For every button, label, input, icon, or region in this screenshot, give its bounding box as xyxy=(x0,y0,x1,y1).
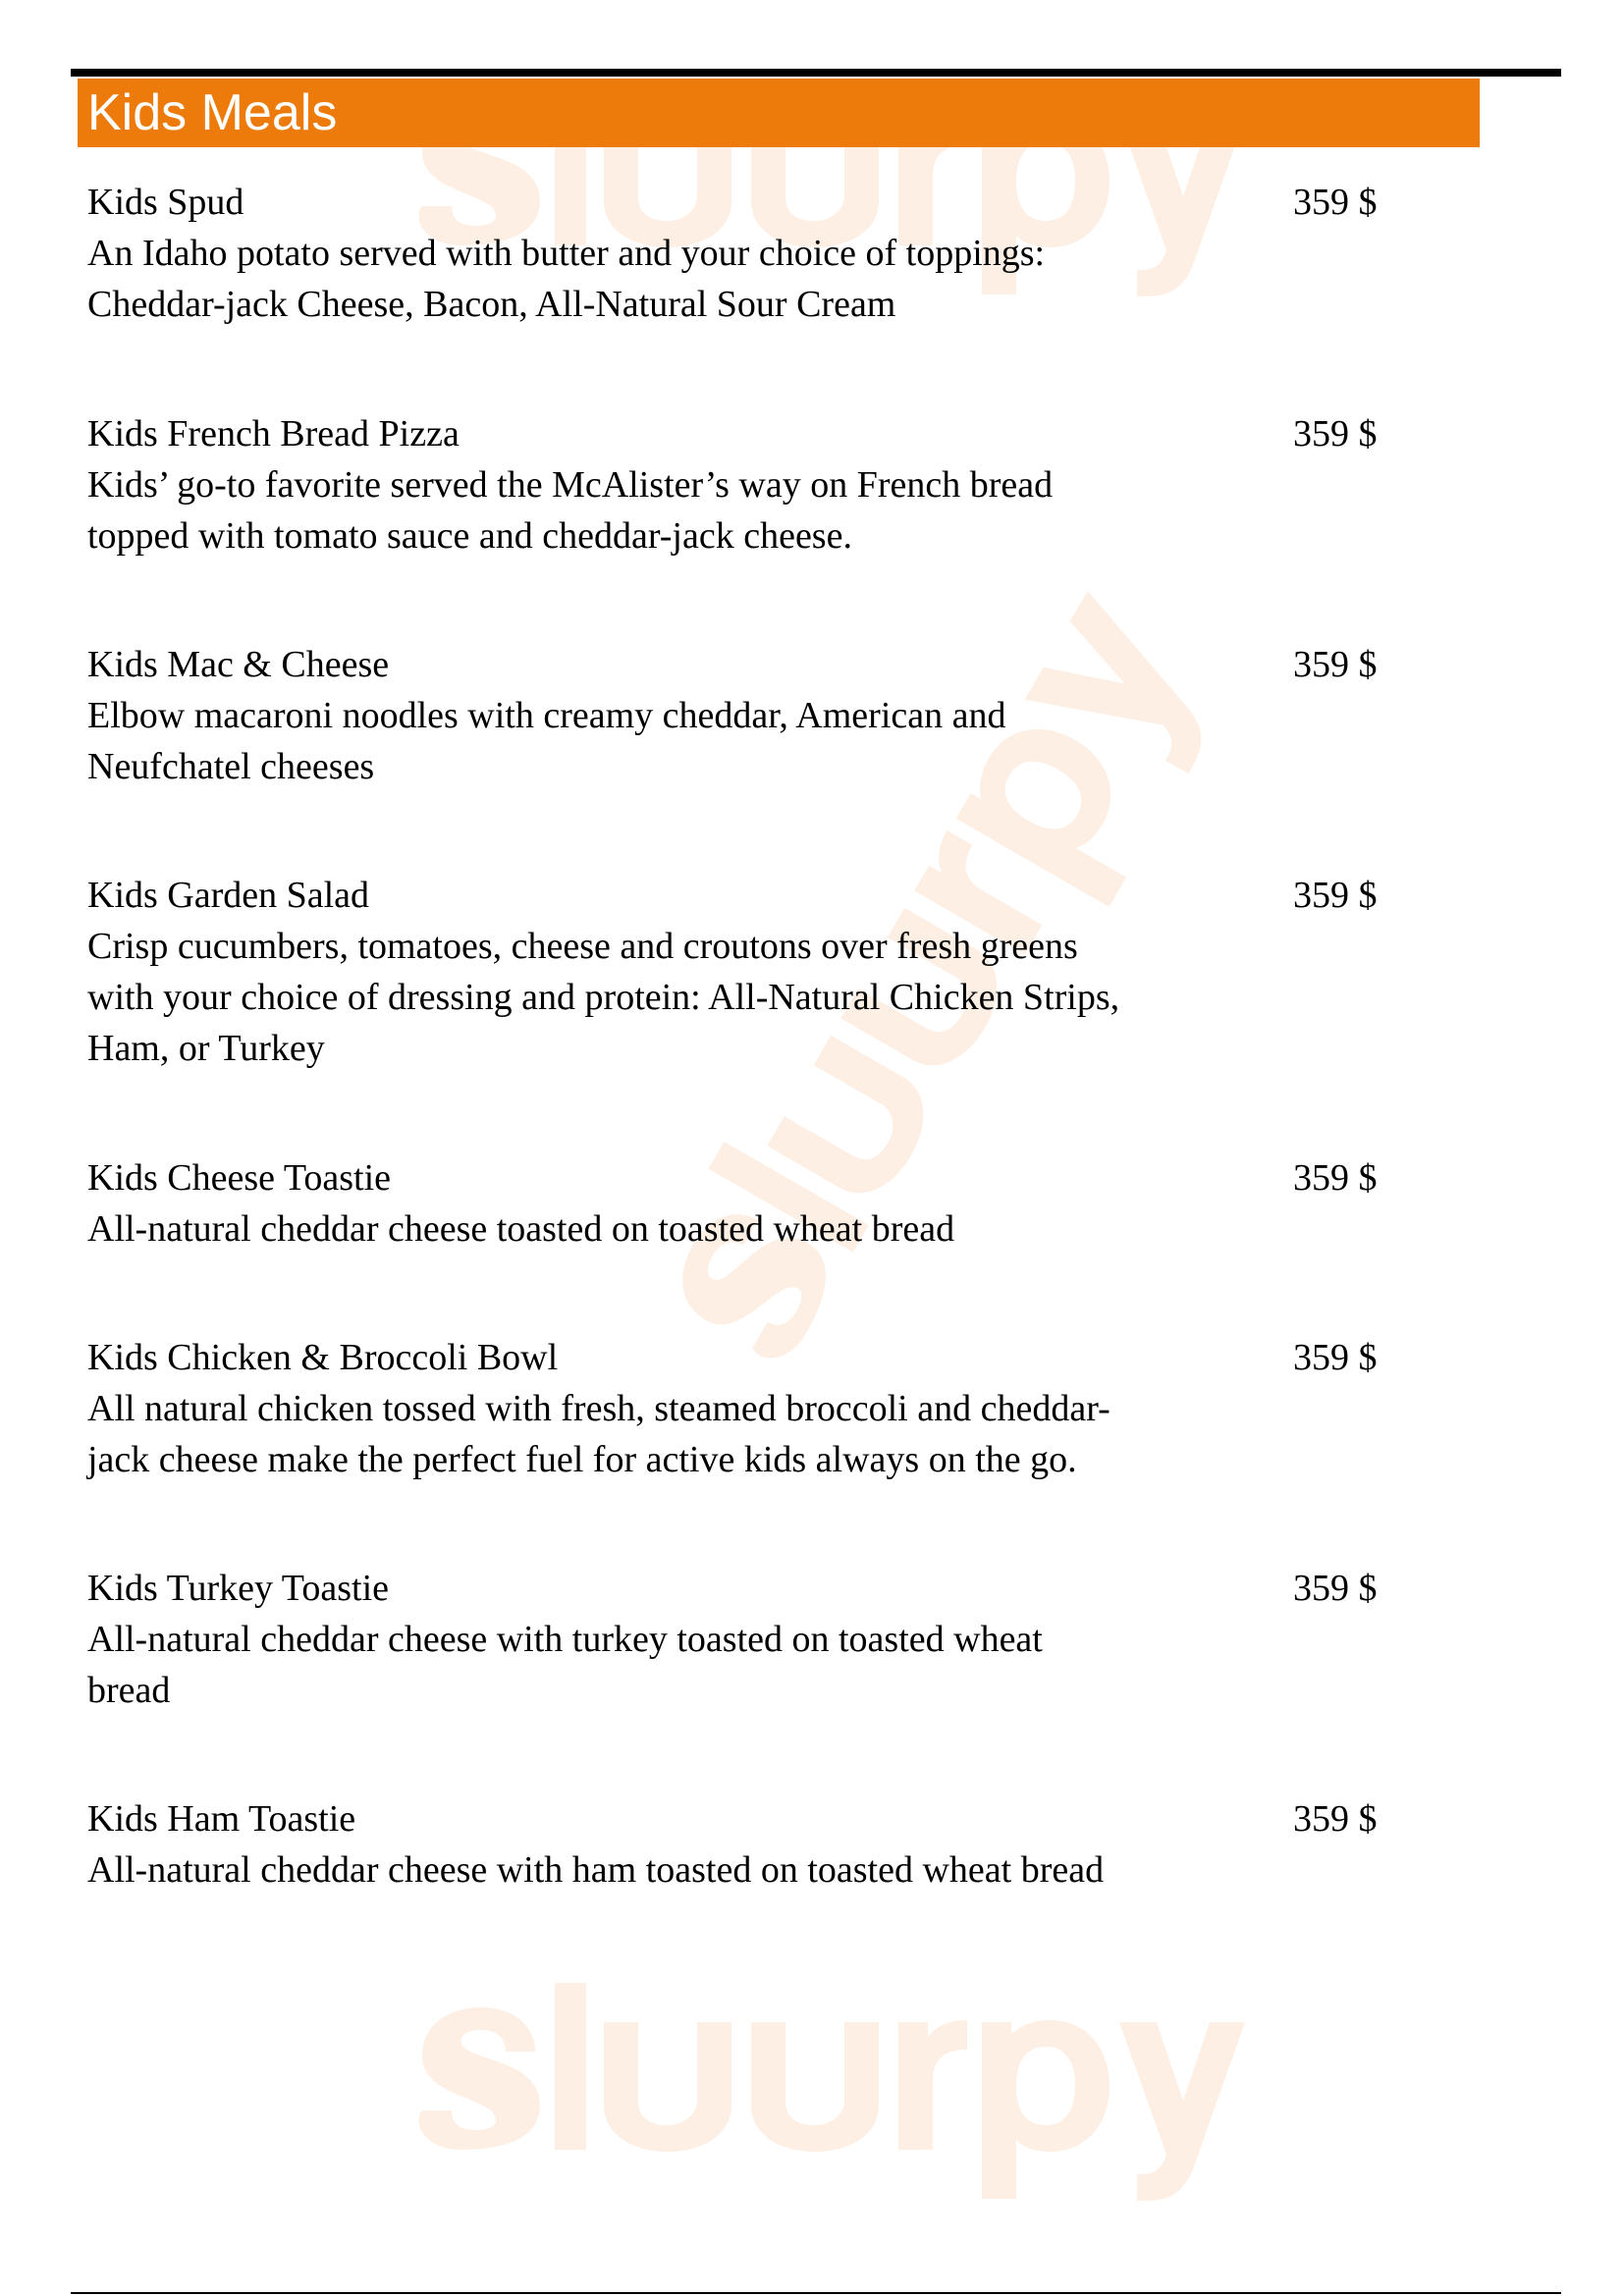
item-price: 359 $ xyxy=(1293,182,1378,223)
section-title: Kids Meals xyxy=(87,84,338,141)
item-description xyxy=(87,1383,1246,1485)
slurpy-logo-icon xyxy=(403,1963,1247,2209)
description-line: Neufchatel cheeses xyxy=(87,746,375,787)
description-line: bread xyxy=(87,1670,171,1711)
section-header xyxy=(78,79,1480,147)
item-name: Kids Chicken & Broccoli Bowl xyxy=(87,1337,559,1378)
item-price: 359 $ xyxy=(1293,644,1378,685)
menu-item xyxy=(87,870,1442,1074)
description-line: with your choice of dressing and protein: All-Natural Chicken Strips, xyxy=(87,977,1120,1018)
description-line: All natural chicken tossed with fresh, steamed broccoli and cheddar- xyxy=(87,1388,1110,1429)
item-description xyxy=(87,228,1246,330)
item-description xyxy=(87,921,1246,1074)
item-price: 359 $ xyxy=(1293,1337,1378,1378)
item-name: Kids Garden Salad xyxy=(87,875,370,916)
item-name: Kids Cheese Toastie xyxy=(87,1157,392,1199)
menu-item xyxy=(87,408,1442,561)
item-name: Kids Turkey Toastie xyxy=(87,1568,390,1609)
menu-item xyxy=(87,1563,1442,1716)
item-name: Kids Mac & Cheese xyxy=(87,644,390,685)
menu-item xyxy=(87,1152,1442,1255)
item-description xyxy=(87,1614,1246,1716)
item-price: 359 $ xyxy=(1293,1798,1378,1840)
description-line: Cheddar-jack Cheese, Bacon, All-Natural Sour Cream xyxy=(87,284,896,325)
description-line: jack cheese make the perfect fuel for active kids always on the go. xyxy=(87,1439,1077,1480)
slurpy-watermark-logo xyxy=(403,1963,1247,2209)
description-line: topped with tomato sauce and cheddar-jack cheese. xyxy=(87,515,852,557)
description-line: Ham, or Turkey xyxy=(87,1028,325,1069)
item-description xyxy=(87,459,1246,561)
description-line: All-natural cheddar cheese with ham toasted on toasted wheat bread xyxy=(87,1849,1105,1891)
menu-item xyxy=(87,177,1442,330)
description-line: Elbow macaroni noodles with creamy cheddar, American and xyxy=(87,695,1006,736)
item-description xyxy=(87,1203,1246,1255)
item-price: 359 $ xyxy=(1293,1568,1378,1609)
description-line: Crisp cucumbers, tomatoes, cheese and croutons over fresh greens xyxy=(87,926,1078,967)
item-name: Kids French Bread Pizza xyxy=(87,413,460,454)
menu-item xyxy=(87,1332,1442,1485)
item-description xyxy=(87,1844,1246,1896)
item-description xyxy=(87,690,1246,792)
bottom-rule xyxy=(71,2292,1561,2294)
description-line: An Idaho potato served with butter and your choice of toppings: xyxy=(87,233,1046,274)
item-name: Kids Spud xyxy=(87,182,244,223)
item-price: 359 $ xyxy=(1293,1157,1378,1199)
menu-item xyxy=(87,1793,1442,1896)
menu-item xyxy=(87,639,1442,792)
description-line: Kids’ go-to favorite served the McAlister’s way on French bread xyxy=(87,464,1054,506)
description-line: All-natural cheddar cheese toasted on toasted wheat bread xyxy=(87,1208,955,1250)
description-line: All-natural cheddar cheese with turkey toasted on toasted wheat xyxy=(87,1619,1043,1660)
top-rule xyxy=(71,69,1561,77)
item-price: 359 $ xyxy=(1293,875,1378,916)
item-price: 359 $ xyxy=(1293,413,1378,454)
item-name: Kids Ham Toastie xyxy=(87,1798,356,1840)
